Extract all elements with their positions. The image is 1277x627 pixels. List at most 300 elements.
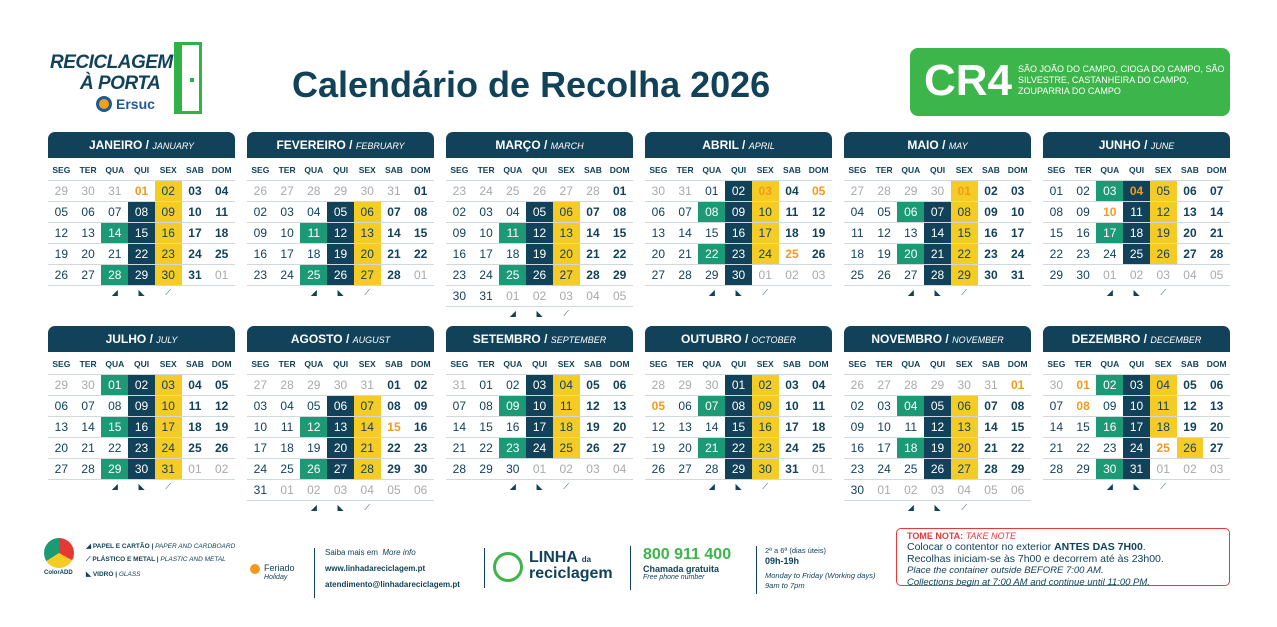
week-row	[1043, 395, 1230, 416]
day-cell: 16	[253, 247, 268, 261]
day-cell: 10	[877, 420, 891, 434]
day-cell: 09	[253, 226, 268, 240]
day-cell: 04	[586, 289, 600, 303]
website-link[interactable]: www.linhadareciclagem.pt	[325, 564, 426, 573]
plastic-icon: ⟋	[762, 481, 769, 491]
ersuc-drop-icon	[96, 96, 112, 112]
day-cell: 21	[698, 438, 725, 458]
waste-icon-row	[1043, 479, 1230, 493]
weekday-row	[247, 160, 434, 180]
door-knob-icon	[190, 78, 194, 82]
day-cell: 22	[1076, 441, 1090, 455]
glass-icon: ◢	[111, 288, 118, 297]
day-cell: 25	[785, 247, 799, 261]
weekday-row	[1043, 160, 1230, 180]
weekday-label: DOM	[211, 165, 232, 175]
day-cell: 17	[479, 247, 493, 261]
day-cell: 20	[678, 441, 692, 455]
week-row	[645, 374, 832, 395]
month-name: JANEIRO	[88, 138, 143, 152]
day-cell: 29	[930, 378, 945, 392]
day-cell: 29	[725, 459, 752, 479]
day-cell: 27	[327, 459, 354, 479]
glass-icon: ◢	[1106, 288, 1113, 297]
month-name-en: JANUARY	[152, 141, 195, 151]
day-cell: 30	[128, 459, 155, 479]
day-cell: 19	[651, 441, 666, 455]
phone-number[interactable]: 800 911 400	[643, 546, 732, 563]
week-row	[1043, 264, 1230, 285]
day-cell: 31	[188, 268, 202, 282]
day-cell: 23	[1076, 247, 1090, 261]
day-cell: 15	[479, 420, 493, 434]
day-cell: 20	[897, 244, 924, 264]
day-cell: 14	[81, 420, 95, 434]
day-cell: 23	[752, 438, 779, 458]
day-cell: 29	[678, 378, 692, 392]
day-cell: 03	[1123, 375, 1150, 395]
day-cell: 30	[81, 184, 95, 198]
day-cell: 28	[877, 184, 891, 198]
day-cell: 08	[698, 202, 725, 222]
day-cell: 12	[924, 417, 951, 437]
day-cell: 21	[1049, 441, 1064, 455]
legend-glass: ◣ VIDRO | GLASS	[86, 571, 141, 578]
day-cell: 07	[452, 399, 467, 413]
plastic-icon: ⟋	[961, 287, 968, 297]
day-cell: 03	[559, 289, 573, 303]
weekday-label: TER	[278, 359, 296, 369]
day-cell: 01	[758, 268, 772, 282]
weekday-label: QUI	[133, 165, 150, 175]
day-cell: 01	[1103, 268, 1117, 282]
day-cell: 01	[951, 181, 978, 201]
day-cell: 25	[214, 247, 229, 261]
day-cell: 24	[526, 438, 553, 458]
day-cell: 17	[752, 223, 779, 243]
day-cell: 17	[1010, 226, 1025, 240]
email-link[interactable]: atendimento@linhadareciclagem.pt	[325, 580, 460, 589]
month-header: JULHO / JULY	[48, 326, 235, 352]
day-cell: 03	[479, 205, 493, 219]
week-row	[247, 395, 434, 416]
day-cell: 24	[752, 244, 779, 264]
day-cell: 02	[1096, 375, 1123, 395]
day-cell: 15	[612, 226, 627, 240]
day-cell: 25	[499, 265, 526, 285]
day-cell: 11	[1150, 396, 1177, 416]
day-cell: 29	[307, 378, 321, 392]
month-name-en: OCTOBER	[751, 335, 797, 345]
day-cell: 08	[387, 399, 401, 413]
month-name: ABRIL	[702, 138, 739, 152]
day-cell: 26	[300, 459, 327, 479]
note-post: .	[1142, 541, 1146, 553]
day-cell: 28	[586, 184, 600, 198]
day-cell: 26	[1177, 438, 1204, 458]
day-cell: 27	[1183, 247, 1197, 261]
day-cell: 18	[785, 226, 799, 240]
day-cell: 29	[333, 184, 348, 198]
weekday-label: DOM	[808, 165, 829, 175]
day-cell: 01	[725, 375, 752, 395]
weekday-label: QUA	[901, 165, 921, 175]
day-cell: 28	[984, 462, 998, 476]
day-cell: 30	[984, 268, 998, 282]
plastic-icon: ⟋	[165, 287, 172, 297]
weekday-label: SAB	[782, 165, 801, 175]
day-cell: 04	[360, 483, 374, 497]
day-cell: 28	[354, 459, 381, 479]
weekday-label: QUI	[531, 359, 548, 369]
weekday-label: SEX	[159, 165, 177, 175]
day-cell: 23	[413, 441, 428, 455]
weekday-label: DOM	[609, 359, 630, 369]
weekday-label: DOM	[808, 359, 829, 369]
waste-icon-row	[446, 479, 633, 493]
day-cell: 12	[327, 223, 354, 243]
week-row	[844, 437, 1031, 458]
day-cell: 18	[280, 441, 294, 455]
day-cell: 25	[1156, 441, 1170, 455]
day-cell: 27	[81, 268, 95, 282]
day-cell: 31	[678, 184, 692, 198]
day-cell: 11	[188, 399, 202, 413]
weekday-label: SEG	[1047, 165, 1066, 175]
day-cell: 13	[54, 420, 69, 434]
day-cell: 20	[951, 438, 978, 458]
week-row	[48, 395, 235, 416]
week-row	[645, 222, 832, 243]
day-cell: 18	[811, 420, 826, 434]
day-cell: 27	[612, 441, 627, 455]
plastic-icon: ⟋	[563, 308, 570, 318]
day-cell: 16	[850, 441, 865, 455]
note-en2: Collections begin at 7:00 AM and continue until 11:00 PM.	[907, 577, 1150, 588]
day-cell: 27	[354, 265, 381, 285]
weekday-label: SEX	[358, 359, 376, 369]
day-cell: 27	[678, 462, 692, 476]
week-row	[48, 416, 235, 437]
day-cell: 30	[930, 184, 945, 198]
day-cell: 26	[877, 268, 891, 282]
day-cell: 30	[506, 462, 520, 476]
week-row	[844, 416, 1031, 437]
phone-free: Chamada gratuita	[643, 564, 720, 574]
day-cell: 17	[188, 226, 202, 240]
day-cell: 04	[188, 378, 202, 392]
weekday-label: QUA	[503, 359, 523, 369]
day-cell: 19	[586, 420, 600, 434]
month-name-en: AUGUST	[352, 335, 391, 345]
month-name: JULHO	[105, 332, 147, 346]
week-row	[844, 458, 1031, 479]
month-name-en: JULY	[156, 335, 178, 345]
day-cell: 22	[951, 244, 978, 264]
day-cell: 03	[526, 375, 553, 395]
day-cell: 05	[651, 399, 666, 413]
week-row	[247, 479, 434, 500]
day-cell: 06	[897, 202, 924, 222]
week-row	[446, 243, 633, 264]
logo-line2: À PORTA	[80, 73, 161, 94]
day-cell: 10	[188, 205, 202, 219]
day-cell: 26	[924, 459, 951, 479]
legend-plastic-label: PLÁSTICO E METAL	[92, 556, 155, 563]
day-cell: 03	[785, 378, 799, 392]
weekday-label: TER	[79, 165, 97, 175]
glass-icon: ◢	[907, 503, 914, 512]
weekday-label: QUI	[332, 359, 349, 369]
weekday-label: QUI	[332, 165, 349, 175]
day-cell: 15	[1010, 420, 1025, 434]
weekday-label: DOM	[609, 165, 630, 175]
more-info	[325, 548, 474, 557]
day-cell: 01	[1076, 378, 1090, 392]
day-cell: 02	[532, 289, 547, 303]
day-cell: 26	[811, 247, 826, 261]
day-cell: 06	[951, 396, 978, 416]
day-cell: 05	[984, 483, 998, 497]
day-cell: 12	[300, 417, 327, 437]
weekday-label: QUI	[730, 165, 747, 175]
note-pre: Colocar o contentor no exterior	[907, 541, 1052, 553]
weekday-label: SAB	[981, 165, 1000, 175]
day-cell: 03	[333, 483, 348, 497]
day-cell: 15	[951, 223, 978, 243]
paper-icon: ◣	[735, 482, 742, 491]
route-code: CR4	[924, 56, 1013, 105]
day-cell: 05	[612, 289, 627, 303]
day-cell: 06	[327, 396, 354, 416]
week-row	[1043, 458, 1230, 479]
day-cell: 06	[678, 399, 692, 413]
day-cell: 02	[506, 378, 520, 392]
weekday-label: SEG	[450, 165, 469, 175]
day-cell: 29	[705, 268, 719, 282]
day-cell: 16	[984, 226, 998, 240]
paper-icon: ◣	[934, 503, 941, 512]
day-cell: 06	[81, 205, 95, 219]
plastic-icon: ⟋	[563, 481, 570, 491]
day-cell: 28	[1209, 247, 1224, 261]
day-cell: 22	[128, 244, 155, 264]
day-cell: 07	[586, 205, 600, 219]
weekday-label: TER	[676, 359, 694, 369]
day-cell: 26	[253, 184, 268, 198]
day-cell: 23	[850, 462, 865, 476]
day-cell: 03	[877, 399, 891, 413]
day-cell: 24	[877, 462, 891, 476]
weekday-row	[48, 160, 235, 180]
day-cell: 07	[387, 205, 401, 219]
week-row	[446, 201, 633, 222]
day-cell: 13	[651, 226, 666, 240]
day-cell: 27	[54, 462, 69, 476]
weekday-label: SEG	[1047, 359, 1066, 369]
weekday-label: DOM	[1206, 359, 1227, 369]
glass-icon: ◢	[310, 503, 317, 512]
day-cell: 30	[705, 378, 719, 392]
legend-plastic: ⟋ PLÁSTICO E METAL | PLASTIC AND METAL	[86, 556, 226, 563]
weekday-row	[844, 354, 1031, 374]
day-cell: 20	[553, 244, 580, 264]
weekday-label: DOM	[410, 359, 431, 369]
day-cell: 29	[612, 268, 627, 282]
week-row	[247, 416, 434, 437]
day-cell: 01	[134, 184, 149, 198]
weekday-label: QUA	[702, 165, 722, 175]
holiday-label-en: Holiday	[264, 574, 288, 581]
legend-paper-label: PAPEL E CARTÃO	[92, 543, 150, 550]
day-cell: 17	[155, 417, 182, 437]
week-row	[48, 374, 235, 395]
day-cell: 16	[413, 420, 428, 434]
day-cell: 26	[526, 265, 553, 285]
day-cell: 27	[951, 459, 978, 479]
week-row	[48, 437, 235, 458]
day-cell: 08	[479, 399, 493, 413]
week-row	[645, 180, 832, 201]
day-cell: 13	[354, 223, 381, 243]
day-cell: 16	[155, 223, 182, 243]
day-cell: 14	[678, 226, 692, 240]
day-cell: 10	[155, 396, 182, 416]
weekday-row	[247, 354, 434, 374]
day-cell: 29	[951, 265, 978, 285]
day-cell: 16	[1096, 417, 1123, 437]
week-row	[446, 264, 633, 285]
day-cell: 21	[387, 247, 401, 261]
weekday-label: SAB	[583, 165, 602, 175]
day-cell: 09	[128, 396, 155, 416]
plastic-icon: ⟋	[364, 287, 371, 297]
day-cell: 26	[1150, 244, 1177, 264]
day-cell: 24	[1103, 247, 1117, 261]
day-cell: 01	[479, 378, 493, 392]
day-cell: 11	[553, 396, 580, 416]
day-cell: 23	[499, 438, 526, 458]
week-row	[844, 479, 1031, 500]
phone-block	[630, 546, 750, 590]
day-cell: 24	[188, 247, 202, 261]
day-cell: 22	[698, 244, 725, 264]
month-header: MAIO / MAY	[844, 132, 1031, 158]
month-header: OUTUBRO / OCTOBER	[645, 326, 832, 352]
day-cell: 03	[586, 462, 600, 476]
day-cell: 12	[811, 205, 826, 219]
day-cell: 20	[612, 420, 627, 434]
linha-reciclagem	[484, 548, 624, 588]
day-cell: 28	[705, 462, 719, 476]
day-cell: 03	[811, 268, 826, 282]
day-cell: 11	[280, 420, 294, 434]
day-cell: 30	[725, 265, 752, 285]
day-cell: 30	[452, 289, 467, 303]
day-cell: 14	[452, 420, 467, 434]
day-cell: 19	[1150, 223, 1177, 243]
month-header: NOVEMBRO / NOVEMBER	[844, 326, 1031, 352]
weekday-label: SAB	[1180, 165, 1199, 175]
day-cell: 27	[280, 184, 294, 198]
week-row	[247, 180, 434, 201]
weekday-label: QUI	[730, 359, 747, 369]
day-cell: 20	[651, 247, 666, 261]
week-row	[446, 395, 633, 416]
weekday-label: TER	[477, 165, 495, 175]
day-cell: 28	[678, 268, 692, 282]
day-cell: 21	[108, 247, 122, 261]
paper-icon: ◣	[138, 482, 145, 491]
day-cell: 23	[452, 184, 467, 198]
month-header: DEZEMBRO / DECEMBER	[1043, 326, 1230, 352]
day-cell: 25	[188, 441, 202, 455]
day-cell: 13	[951, 417, 978, 437]
weekday-label: SAB	[185, 165, 204, 175]
day-cell: 17	[1123, 417, 1150, 437]
day-cell: 27	[904, 268, 918, 282]
week-row	[48, 201, 235, 222]
paper-icon: ◣	[536, 482, 543, 491]
day-cell: 02	[1129, 268, 1144, 282]
day-cell: 10	[526, 396, 553, 416]
day-cell: 04	[307, 205, 321, 219]
day-cell: 10	[785, 399, 799, 413]
week-row	[247, 201, 434, 222]
day-cell: 20	[54, 441, 69, 455]
day-cell: 23	[253, 268, 268, 282]
day-cell: 15	[101, 417, 128, 437]
weekday-label: SAB	[782, 359, 801, 369]
coloradd-icon	[44, 538, 74, 568]
day-cell: 26	[651, 462, 666, 476]
week-row	[1043, 416, 1230, 437]
paper-icon: ◣	[735, 288, 742, 297]
weekday-label: QUI	[133, 359, 150, 369]
weekday-label: SEG	[251, 165, 270, 175]
day-cell: 17	[526, 417, 553, 437]
weekday-row	[48, 354, 235, 374]
glass-icon: ◢	[708, 288, 715, 297]
weekday-label: SEX	[955, 165, 973, 175]
day-cell: 18	[214, 226, 229, 240]
day-cell: 07	[1049, 399, 1064, 413]
day-cell: 06	[413, 483, 428, 497]
day-cell: 01	[705, 184, 719, 198]
day-cell: 10	[280, 226, 294, 240]
month-name: MARÇO	[495, 138, 541, 152]
month-june	[1043, 132, 1230, 299]
week-row	[1043, 222, 1230, 243]
day-cell: 01	[280, 483, 294, 497]
day-cell: 20	[354, 244, 381, 264]
weekday-label: QUA	[1100, 165, 1120, 175]
month-name-en: SEPTEMBER	[550, 335, 607, 345]
day-cell: 24	[479, 268, 493, 282]
day-cell: 01	[1156, 462, 1170, 476]
logo-line1: RECICLAGEM	[50, 52, 173, 73]
month-header: JANEIRO / JANUARY	[48, 132, 235, 158]
week-row	[446, 458, 633, 479]
day-cell: 08	[1049, 205, 1064, 219]
day-cell: 07	[984, 399, 998, 413]
day-cell: 21	[354, 438, 381, 458]
day-cell: 24	[479, 184, 493, 198]
day-cell: 28	[1049, 462, 1064, 476]
day-cell: 02	[725, 181, 752, 201]
weekday-label: SAB	[384, 165, 403, 175]
weekday-label: SEX	[159, 359, 177, 369]
